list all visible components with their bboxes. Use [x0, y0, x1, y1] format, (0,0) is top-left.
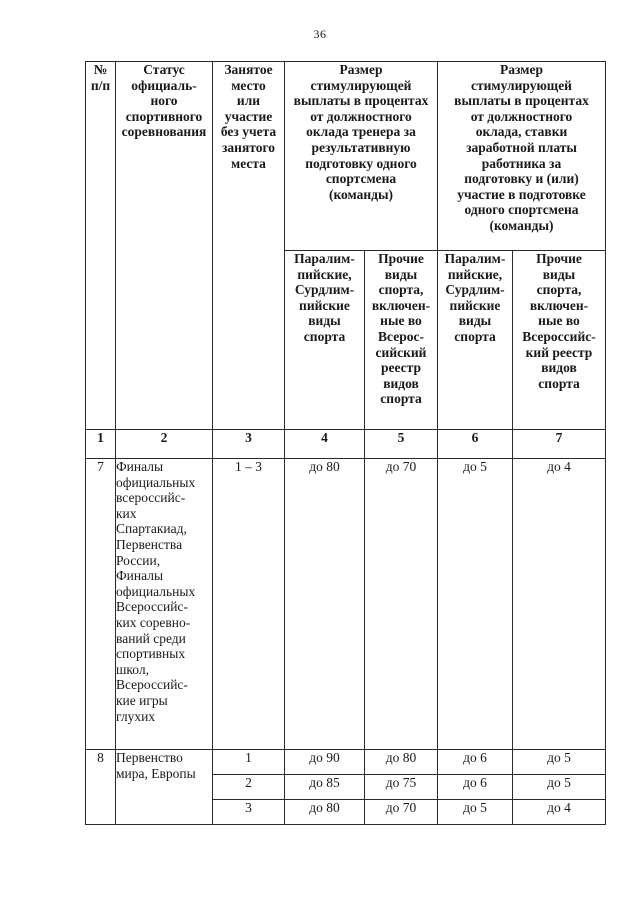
- row-value: до 85: [285, 775, 365, 800]
- column-number: 1: [86, 430, 116, 459]
- column-number: 2: [116, 430, 213, 459]
- subheader-paralympic-worker: Паралим- пийские, Сурдлим- пийские виды спорта: [438, 251, 513, 430]
- row-place: 1 – 3: [213, 459, 285, 750]
- row-value: до 6: [438, 750, 513, 775]
- row-value: до 80: [285, 459, 365, 750]
- column-number: 7: [513, 430, 606, 459]
- row-number: 8: [86, 750, 116, 825]
- row-value: до 90: [285, 750, 365, 775]
- payment-table: [85, 61, 606, 825]
- row-place: 2: [213, 775, 285, 800]
- column-number: 6: [438, 430, 513, 459]
- header-place: Занятое место или участие без учета занятого места: [213, 62, 285, 430]
- page-number: 36: [313, 27, 327, 41]
- row-value: до 80: [285, 800, 365, 825]
- header-coach-payment: Размер стимулирующей выплаты в процентах от должностного оклада тренера за результативную подготовку одного спортсмена (команды): [285, 62, 438, 251]
- column-number: 4: [285, 430, 365, 459]
- table-row: [86, 750, 606, 775]
- subheader-paralympic-coach: Паралим- пийские, Сурдлим- пийские виды спорта: [285, 251, 365, 430]
- subheader-other-worker: Прочие виды спорта, включен- ные во Всероссийс- кий реестр видов спорта: [513, 251, 606, 430]
- column-number: 5: [365, 430, 438, 459]
- header-number: № п/п: [86, 62, 116, 430]
- row-value: до 75: [365, 775, 438, 800]
- row-status: Первенство мира, Европы: [116, 750, 213, 825]
- row-value: до 4: [513, 459, 606, 750]
- row-value: до 70: [365, 459, 438, 750]
- row-value: до 80: [365, 750, 438, 775]
- header-worker-payment: Размер стимулирующей выплаты в процентах от должностного оклада, ставки заработной платы работника за подготовку и (или) участие в подготовке одного спортсмена (команды): [438, 62, 606, 251]
- row-value: до 4: [513, 800, 606, 825]
- row-value: до 70: [365, 800, 438, 825]
- row-value: до 5: [438, 459, 513, 750]
- subheader-other-coach: Прочие виды спорта, включен- ные во Всерос- сийский реестр видов спорта: [365, 251, 438, 430]
- row-status: Финалы официальных всероссийс- ких Спартакиад, Первенства России, Финалы официальных Всероссийс- ких соревно- ваний среди спортивных школ, Всероссийс- кие игры глухих: [116, 459, 213, 750]
- header-row: [86, 62, 606, 251]
- row-value: до 5: [438, 800, 513, 825]
- row-value: до 5: [513, 775, 606, 800]
- header-status: Статус официаль- ного спортивного соревнования: [116, 62, 213, 430]
- row-value: до 5: [513, 750, 606, 775]
- row-value: до 6: [438, 775, 513, 800]
- row-place: 1: [213, 750, 285, 775]
- column-number-row: [86, 430, 606, 459]
- table-row: [86, 459, 606, 750]
- row-place: 3: [213, 800, 285, 825]
- column-number: 3: [213, 430, 285, 459]
- row-number: 7: [86, 459, 116, 750]
